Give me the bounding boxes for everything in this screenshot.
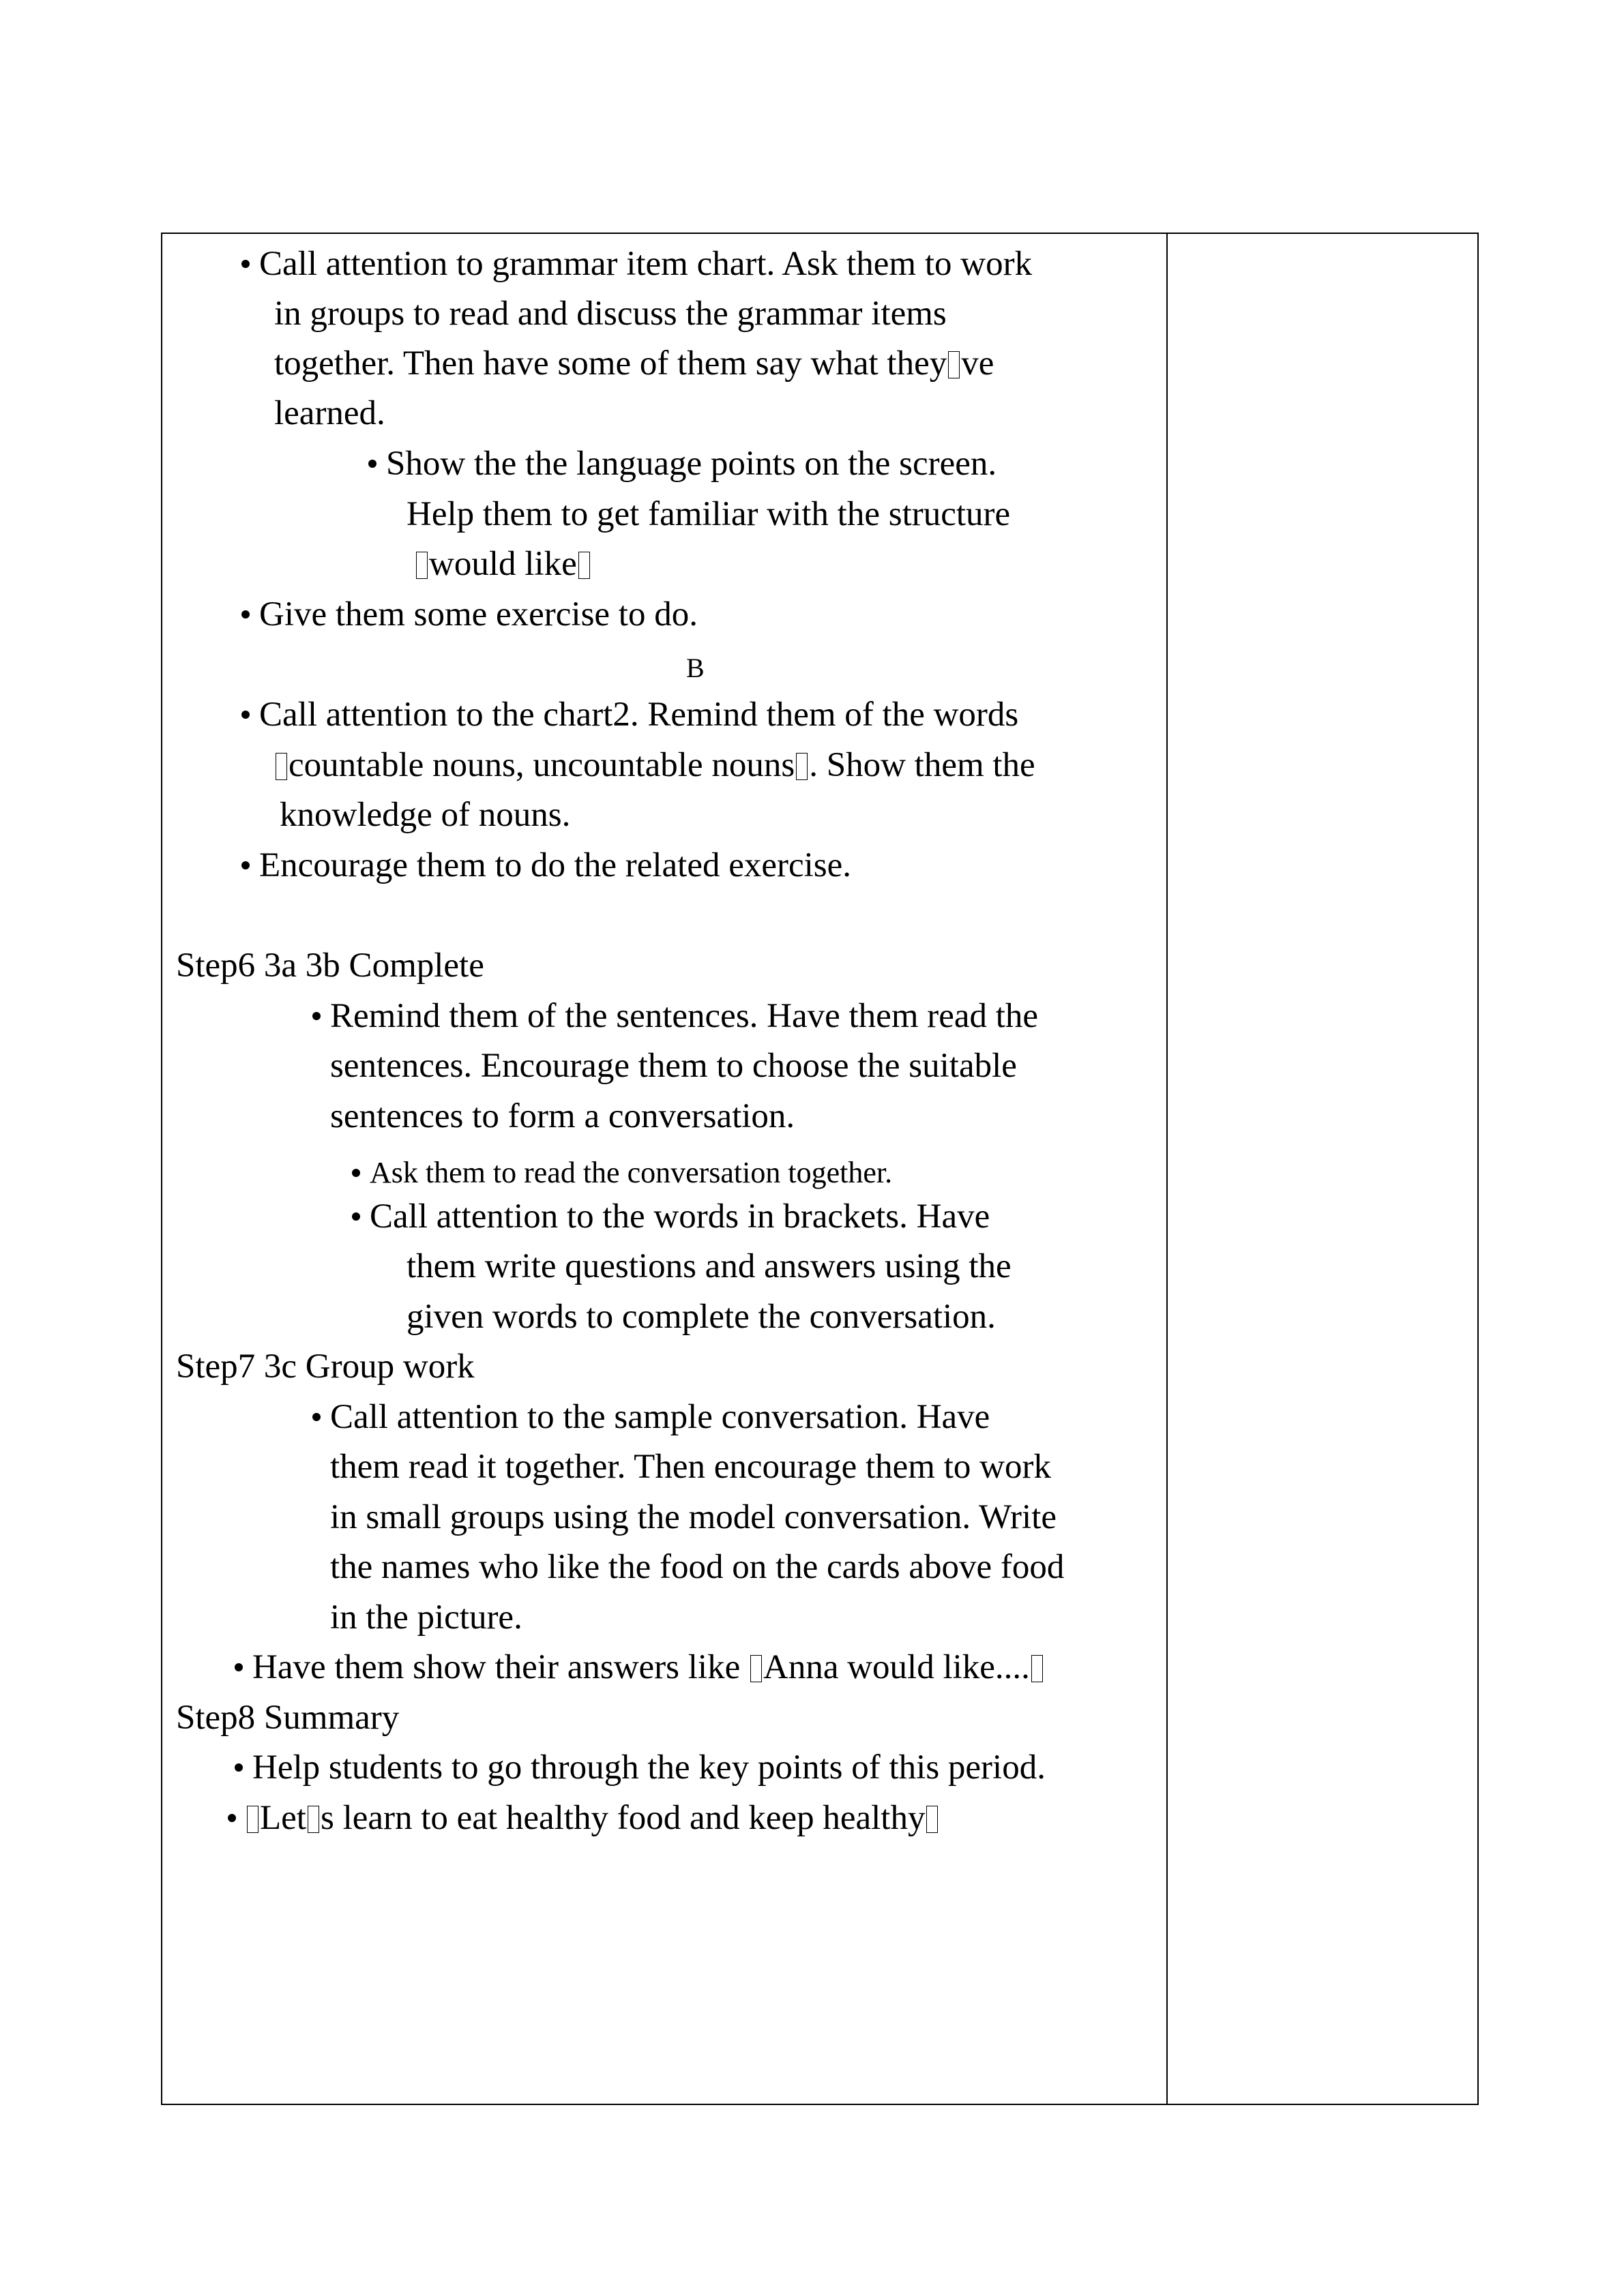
line-language-points: Show the the language points on the screen. <box>368 443 996 484</box>
line-chart2: Call attention to the chart2. Remind them of the words <box>241 694 1018 735</box>
line-healthy: Let s learn to eat healthy food and keep healthy <box>228 1798 939 1838</box>
line-exercise: Give them some exercise to do. <box>241 594 698 635</box>
line-sentences: sentences. Encourage them to choose the suitable <box>330 1047 1017 1085</box>
missing-glyph-icon <box>796 753 808 780</box>
line-small-groups: in small groups using the model conversation. Write <box>330 1498 1057 1536</box>
bullet-icon <box>241 711 250 719</box>
column-divider <box>1166 234 1168 2104</box>
missing-glyph-icon <box>308 1806 319 1833</box>
bullet-icon <box>235 1763 243 1772</box>
line-read-conversation: Ask them to read the conversation together. <box>352 1152 892 1193</box>
line-structure: Help them to get familiar with the structure <box>407 495 1011 533</box>
section-b-label: B <box>686 653 705 683</box>
bullet-icon <box>312 1413 321 1421</box>
missing-glyph-icon <box>416 552 428 579</box>
line-countable: countable nouns, uncountable nouns . Show them the <box>274 745 1035 786</box>
line-brackets: Call attention to the words in brackets. Have <box>352 1196 990 1237</box>
bullet-icon <box>241 260 250 268</box>
line-knowledge: knowledge of nouns. <box>280 796 571 834</box>
line-would-like: would like <box>415 543 591 584</box>
line-names: the names who like the food on the cards above food <box>330 1548 1065 1586</box>
line-remind: Remind them of the sentences. Have them read the <box>312 996 1038 1037</box>
line-show-answers: Have them show their answers like Anna would like.... <box>235 1647 1044 1688</box>
line-read-together: them read it together. Then encourage them to work <box>330 1448 1051 1486</box>
bullet-icon <box>312 1012 321 1020</box>
missing-glyph-icon <box>247 1806 259 1833</box>
step7-heading: Step7 3c Group work <box>176 1347 475 1386</box>
line-form-conversation: sentences to form a conversation. <box>330 1097 795 1135</box>
bullet-icon <box>241 861 250 869</box>
step8-heading: Step8 Summary <box>176 1699 400 1737</box>
line-grammar-chart: Call attention to grammar item chart. Ask them to work <box>241 243 1032 284</box>
line-key-points: Help students to go through the key points of this period. <box>235 1747 1046 1788</box>
line-learned: learned. <box>274 394 385 432</box>
bullet-icon <box>368 460 377 468</box>
line-related-exercise: Encourage them to do the related exercise. <box>241 845 851 886</box>
line-given-words: given words to complete the conversation. <box>407 1298 996 1336</box>
bullet-icon <box>228 1814 236 1822</box>
missing-glyph-icon <box>578 552 590 579</box>
line-groups: in groups to read and discuss the grammar items <box>274 295 947 333</box>
bullet-icon <box>235 1663 243 1671</box>
bullet-icon <box>241 610 250 618</box>
missing-glyph-icon <box>926 1806 938 1833</box>
missing-glyph-icon <box>948 351 960 378</box>
bullet-icon <box>352 1212 360 1221</box>
line-together: together. Then have some of them say what they ve <box>274 344 994 383</box>
line-picture: in the picture. <box>330 1598 522 1637</box>
missing-glyph-icon <box>750 1655 762 1682</box>
line-write-questions: them write questions and answers using the <box>407 1247 1012 1285</box>
missing-glyph-icon <box>1031 1655 1043 1682</box>
line-sample-conversation: Call attention to the sample conversation. Have <box>312 1397 990 1437</box>
step6-heading: Step6 3a 3b Complete <box>176 946 484 985</box>
missing-glyph-icon <box>276 753 287 780</box>
bullet-icon <box>352 1169 360 1177</box>
